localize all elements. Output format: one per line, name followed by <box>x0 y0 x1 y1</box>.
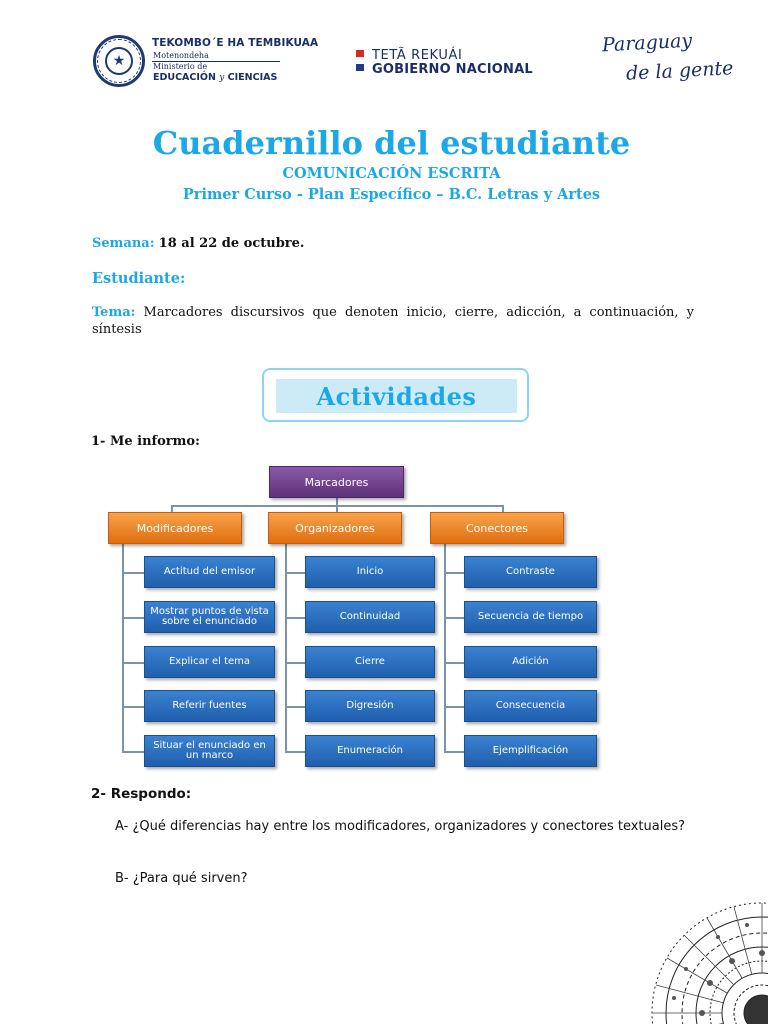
section-2-heading: 2- Respondo: <box>91 786 192 802</box>
leaf-node: Inicio <box>305 556 435 588</box>
category-node-conectores: Conectores <box>430 512 564 544</box>
paraguay-logo-line1: Paraguay <box>601 29 693 57</box>
question-text: ¿Para qué sirven? <box>132 871 248 886</box>
paraguay-logo-line2: de la gente <box>625 57 734 85</box>
leaf-node: Digresión <box>305 690 435 722</box>
activities-banner <box>262 368 529 422</box>
leaf-node: Mostrar puntos de vista sobre el enunciado <box>144 601 275 633</box>
course-title: Primer Curso - Plan Específico – B.C. Letras y Artes <box>182 186 601 203</box>
category-node-organizadores: Organizadores <box>268 512 402 544</box>
leaf-node: Referir fuentes <box>144 690 275 722</box>
leaf-node: Ejemplificación <box>464 735 597 767</box>
leaf-node: Adición <box>464 646 597 678</box>
leaf-node: Situar el enunciado en un marco <box>144 735 275 767</box>
diagram-root-node: Marcadores <box>269 466 404 498</box>
subject-title: COMUNICACIÓN ESCRITA <box>282 165 501 182</box>
leaf-node: Cierre <box>305 646 435 678</box>
ministry-name-part2: y <box>219 73 225 83</box>
national-seal-icon <box>93 35 145 87</box>
ministry-name-part3: CIENCIAS <box>224 72 278 83</box>
question-b <box>115 871 248 886</box>
ministry-name-part1: EDUCACIÓN <box>153 72 220 83</box>
leaf-node: Continuidad <box>305 601 435 633</box>
section-1-heading: 1- Me informo: <box>91 434 200 449</box>
ministry-name-guarani: TEKOMBO´E HA TEMBIKUAA <box>152 37 319 49</box>
category-node-modificadores: Modificadores <box>108 512 242 544</box>
student-label: Estudiante: <box>92 270 186 287</box>
ministry-name <box>153 72 277 83</box>
question-letter: A- <box>115 819 129 834</box>
question-letter: B- <box>115 871 129 886</box>
mandala-decoration-icon <box>644 895 768 1024</box>
government-name: GOBIERNO NACIONAL <box>372 62 533 77</box>
week-label: Semana: <box>92 236 155 251</box>
flag-icon <box>356 50 364 71</box>
topic-text: Marcadores discursivos que denoten inicio, cierre, adicción, a continuación, y síntesis <box>92 305 694 337</box>
week-value: 18 al 22 de octubre. <box>158 236 305 251</box>
leaf-node: Enumeración <box>305 735 435 767</box>
leaf-node: Secuencia de tiempo <box>464 601 597 633</box>
ministry-label: Ministerio de <box>153 62 208 71</box>
topic-label: Tema: <box>92 305 136 320</box>
leaf-node: Explicar el tema <box>144 646 275 678</box>
leaf-node: Consecuencia <box>464 690 597 722</box>
topic-paragraph <box>92 304 694 338</box>
week-line <box>92 236 304 251</box>
star-icon: ★ <box>105 47 133 75</box>
government-guarani: TETÃ REKUÁI <box>372 48 463 63</box>
page-title: Cuadernillo del estudiante <box>152 124 631 162</box>
ministry-subtitle: Motenondeha <box>153 51 209 60</box>
leaf-node: Contraste <box>464 556 597 588</box>
question-a <box>115 818 705 835</box>
activities-title: Actividades <box>276 379 517 413</box>
leaf-node: Actitud del emisor <box>144 556 275 588</box>
question-text: ¿Qué diferencias hay entre los modificadores, organizadores y conectores textuales? <box>132 819 685 834</box>
